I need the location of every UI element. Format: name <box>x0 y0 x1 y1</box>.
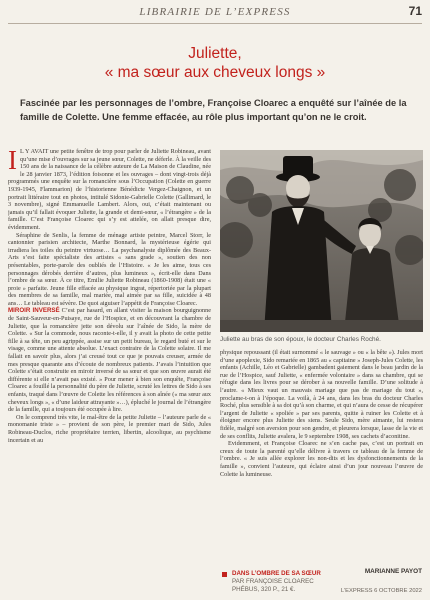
drop-cap: I <box>8 148 17 175</box>
paragraph-6: Evidemment, et Françoise Cloarec ne s’en cache pas, c’est un portrait en creux de toute la parenté qu’elle délivre à travers ce tableau de la femme de l’ombre. « Je suis allée explorer les non-dits et les dysfonctionnements de la famille », convient l’auteure, qui éclaire ainsi d’un jour nouveau l’œuvre de Colette la lumineuse. <box>220 440 423 478</box>
book-author: PAR FRANÇOISE CLOAREC <box>232 577 314 585</box>
subheading-miroir-inverse: MIROIR INVERSÉ <box>8 307 60 315</box>
book-title: DANS L’OMBRE DE SA SŒUR <box>232 570 321 577</box>
title-line-2: « ma sœur aux cheveux longs » <box>104 64 326 81</box>
historical-photo <box>220 150 423 332</box>
title-line-1: Juliette, <box>188 45 242 62</box>
photo-caption: Juliette au bras de son époux, le docteur Charles Roché. <box>220 336 381 343</box>
paragraph-3-text: C’est par hasard, en allant visiter la maison bourguignonne de Saint-Sauveur-en-Puisaye, rue de l’Hospice, et en découvrant la chambre de Juliette, que la romancière jette son dévolu sur l’aînée de Sido, la mère de Colette. « Sur la commode, nous raconte-t-elle, il y avait la photo de cette petite fille à sa tête, un peu agrippée, assise sur un petit bureau, le regard buté et sur le visage, comme une attente absolue. L’exact contraire de la Colette solaire. Il me fallait en savoir plus, alors j’ai creusé tout ce que je pouvais creuser, armée de mes presque quarante ans d’écoute de nombreux patients. J’avais l’intuition que Colette s’était construite en miroir inversé de sa sœur et que son œuvre aurait été différente si elle n’avait pas existé. » Pour mener à bien son enquête, Françoise Cloarec a fouillé la personnalité du père de Juliette, scruté les lettres de Sido à ses enfants, traqué dans l’œuvre de Colette les références à son aînée (« ma sœur aux cheveux longs », « d’une laideur attrayante »…), épluché le journal de l’étrangère de la famille, qui a toujours été occupée à lire. <box>8 307 211 414</box>
paragraph-1 <box>8 148 211 232</box>
page-header <box>0 0 430 26</box>
paragraph-5: physique repoussant (il était surnommé « le sauvage » ou « la bête »). Jules mort d’une apoplexie, Sido remariée en 1865 au « capitaine » Joseph-Jules Colette, les enfants (Achille, Léo et Gabrielle) gambadent gaiement dans le beau jardin de la rue de l’Hospice, sauf Juliette, « enfermée volontaire » dans sa chambre, qui se réfugie dans les livres pour se dérober à sa nouvelle famille. D’une solitude à l’autre. « Mieux vaut un mauvais mariage que pas de mariage du tout », proclame-t-on à l’époque. La voilà, à 24 ans, dans les bras du docteur Charles Roché, plus sensible à sa dot qu’à son charme, et qui n’aura de cesse de récupérer l’argent de Juliette « spoliée » par ses parents, quitte à ruiner les Colette et à éloigner encore plus Juliette des siens. Seule Sido, mère aimante, lui restera fidèle, malgré son aversion pour son gendre, et pleurera lorsque, lasse de la vie et de ses conflits, Juliette avalera, le 9 septembre 1908, ses cachets d’aconitine. <box>220 349 423 440</box>
author-signature: MARIANNE PAYOT <box>364 568 422 575</box>
article-column-right <box>220 349 423 569</box>
article-column-left <box>8 148 211 588</box>
book-publisher: PHÉBUS, 320 P., 21 €. <box>232 585 296 593</box>
article-title <box>0 44 430 82</box>
page-footer: L’EXPRESS 6 OCTOBRE 2022 <box>340 588 422 594</box>
bullet-square-icon <box>222 572 227 577</box>
page-number: 71 <box>408 4 422 18</box>
couple-photo-illustration <box>220 150 423 332</box>
article-lead: Fascinée par les personnages de l’ombre, Françoise Cloarec a enquêté sur l’aînée de la famille de Colette. Une femme effacée, au rôle plus important qu’on ne le croit. <box>20 98 407 122</box>
paragraph-1-text: L Y AVAIT une petite fenêtre de trop pour parler de Juliette Robineau, avant qu’une mise d’ouvrages sur sa jeune sœur, Colette, ne déferle. À la veille des 150 ans de la naissance de la célèbre auteure de La Maison de Claudine, née le 28 janvier 1873, l’édition foisonne et les ouvrages – dont vingt-trois déjà programmés une enquête sur la romancière sous l’Occupation (Colette en guerre 1939-1945, Flammarion) de l’historienne Bénédicte Vergez-Chaignon, et un portrait littéraire tout en photos, intitulé Sidonie-Gabrielle Colette (Gallimard, le 3 novembre), signé Emmanuelle Lambert. Alors, oui, c’était maintenant ou jamais qu’il fallait évoquer Juliette, la grande et demi-sœur, « l’étrangère » de la famille. C’est Françoise Cloarec qui s’y est attelée, on allait presque dire, évidemment. <box>8 148 211 231</box>
paragraph-3 <box>8 307 211 413</box>
header-divider <box>8 23 422 24</box>
section-title: LIBRAIRIE DE L’EXPRESS <box>139 6 291 18</box>
paragraph-2: Séraphine de Senlis, la femme de ménage artiste peintre, Marcel Storr, le cantonnier parisien architecte, Marthe Bonnard, la mystérieuse égérie qui irradiera les toiles du peintre virtuose… La psychanalyste diplômée des Beaux-Arts s’est faite spécialiste des artistes « sans grade », soutien des non présentables, porte-parole des oubliés de l’Histoire. « Je les aime, tous ces personnages dérobés derrière d’autres, plus lumineux », écrit-elle dans Dans l’ombre de sa sœur. À ce titre, Emilie Juliette Robineau (1860-1908) était une « proie » parfaite. Jeune fille effacée au physique ingrat, répertoriée par la plupart des membres de sa famille, mal mariée, mal aimée par sa fille, suicidée à 48 ans… Le tableau est sévère. De quoi aiguiser l’appétit de Françoise Cloarec. <box>8 231 211 307</box>
paragraph-4: On le comprend très vite, le mal-être de la petite Juliette – l’auteure parle de « monomanie triste » – provient de son père, le premier mari de Sido, Jules Robineau-Duclos, riche propriétaire terrien, libertin, alcoolique, au psychisme incertain et au <box>8 413 211 444</box>
